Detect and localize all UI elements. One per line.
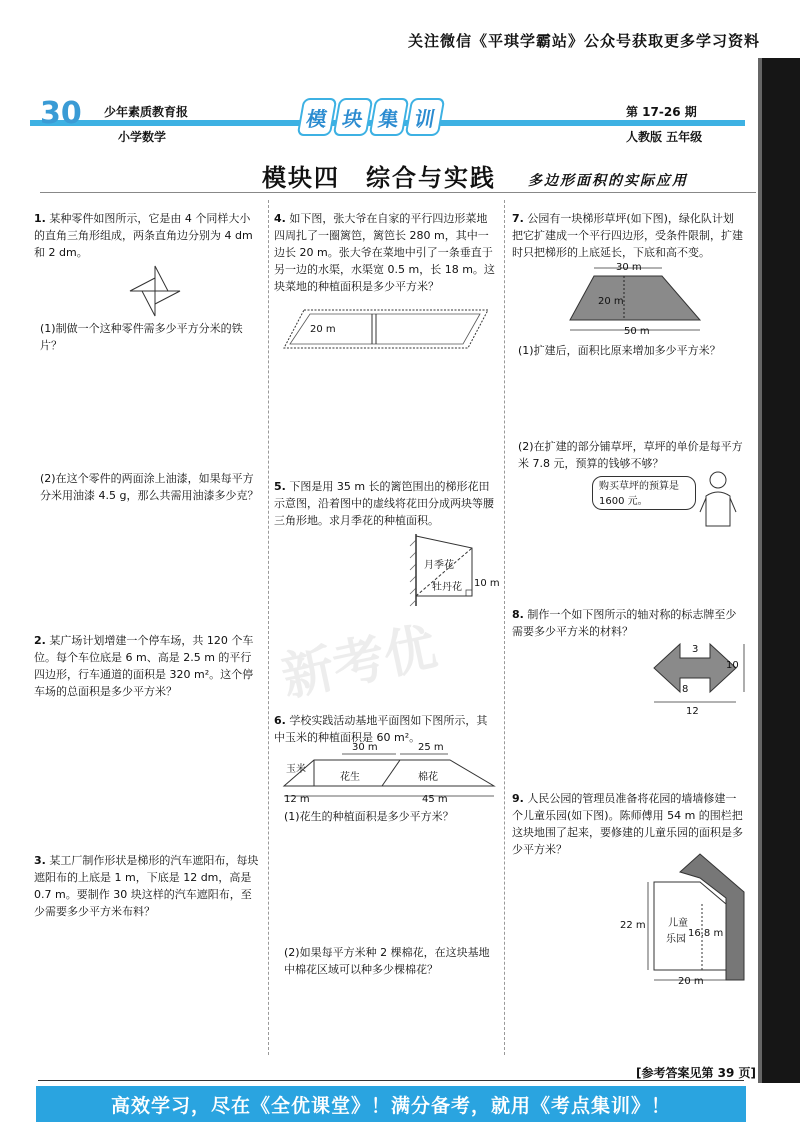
top-banner: 关注微信《平琪学霸站》公众号获取更多学习资料 [407,32,760,50]
title-rule [40,192,756,193]
issue-number: 30 [40,96,82,131]
question-number: 7. [512,212,524,225]
question-4 [274,210,498,295]
q7-part2: (2)在扩建的部分铺草坪，草坪的单价是每平方米 7.8 元，预算的钱够不够？ [518,440,743,470]
module-char: 模 [297,98,338,136]
q5-label-10m: 10 m [474,578,500,589]
question-number: 2. [34,634,46,647]
q1-part1: (1)制做一个这种零件需多少平方分米的铁片？ [40,322,243,352]
question-9 [512,790,744,858]
q9-label-leyuan: 乐园 [666,934,686,945]
q6-label-25m: 25 m [418,742,444,753]
question-8 [512,606,744,640]
question-text: 学校实践活动基地平面图如下图所示，其中玉米的种植面积是 60 m²。 [274,714,488,744]
q7-label-50m: 50 m [624,326,650,337]
question-7 [512,210,744,261]
question-text: 某种零件如图所示，它是由 4 个同样大小的直角三角形组成，两条直角边分别为 4 dm 和 2 dm。 [34,212,253,259]
question-5 [274,478,498,529]
q1-pinwheel-figure [110,262,200,320]
question-text: 公园有一块梯形草坪(如下图)，绿化队计划把它扩建成一个平行四边形，受条件限制，扩建时只把梯形的上底延长，下底和高不变。 [512,212,743,259]
scan-edge-dark [762,58,800,1083]
question-text: 人民公园的管理员准备将花园的墙墙修建一个儿童乐园(如下图)。陈师傅用 54 m 的围栏把这块地围了起来，要修建的儿童乐园的面积是多少平方米？ [512,792,743,856]
issue-range: 第 17-26 期 [626,105,697,119]
watermark: 新考优 [276,617,442,709]
question-number: 6. [274,714,286,727]
question-number: 4. [274,212,286,225]
question-number: 1. [34,212,46,225]
q6-label-mianhua: 棉花 [418,772,438,783]
question-6 [274,712,498,746]
paper-name: 少年素质教育报 [104,105,189,119]
question-number: 9. [512,792,524,805]
question-text: 制作一个如下图所示的轴对称的标志牌至少需要多少平方米的材料？ [512,608,737,638]
module-char: 块 [333,98,374,136]
question-2 [34,632,260,700]
q9-label-20m: 20 m [678,976,704,987]
q9-label-22m: 22 m [620,920,646,931]
column-divider [504,200,505,1055]
question-number: 8. [512,608,524,621]
page-subtitle: 多边形面积的实际应用 [528,173,688,189]
q6-label-45m: 45 m [422,794,448,805]
q6-label-yumi: 玉米 [286,764,306,775]
edition-label: 人教版 五年级 [626,130,703,144]
question-3 [34,852,260,920]
module-char: 训 [405,98,446,136]
subject-label: 小学数学 [118,130,167,144]
question-number: 3. [34,854,46,867]
person-illustration [698,468,738,530]
scan-edge-shadow [758,58,762,1083]
footer-rule [38,1080,744,1081]
q6-label-30m: 30 m [352,742,378,753]
question-number: 5. [274,480,286,493]
q6-part2: (2)如果每平方米种 2 棵棉花，在这块基地中棉花区域可以种多少棵棉花？ [284,946,490,976]
question-1 [34,210,260,261]
question-text: 如下图，张大爷在自家的平行四边形菜地四周扎了一圈篱笆，篱笆长 280 m，其中一边长 20 m。张大爷在菜地中引了一条垂直于另一边的水渠，水渠宽 0.5 m，长 18 m。这块菜地的种植面积是多少平方米？ [274,212,495,293]
question-text: 某工厂制作形状是梯形的汽车遮阳布，每块遮阳布的上底是 1 m，下底是 12 dm，高是 0.7 m。要制作 30 块这样的汽车遮阳布，至少需要多少平方米布料？ [34,854,259,918]
module-char: 集 [369,98,410,136]
q7-label-20m: 20 m [598,296,624,307]
column-divider [268,200,269,1055]
q1-part2: (2)在这个零件的两面涂上油漆，如果每平方分米用油漆 4.5 g，那么共需用油漆多少克？ [40,472,259,502]
q8-label-3: 3 [692,644,699,655]
q6-label-huasheng: 花生 [340,772,360,783]
q5-label-yueji: 月季花 [424,560,454,571]
answer-reference: [参考答案见第 39 页] [636,1066,757,1080]
q9-label-16-8m: 16.8 m [688,928,724,939]
page-title: 模块四 综合与实践 [262,164,496,192]
q8-label-10: 10 [726,660,739,671]
q7-part1: (1)扩建后，面积比原来增加多少平方米？ [518,344,721,357]
q7-budget-bubble: 购买草坪的预算是 1600 元。 [592,476,696,510]
question-text: 某广场计划增建一个停车场，共 120 个车位。每个车位底是 6 m、高是 2.5 m 的平行四边形，行车通道的面积是 320 m²。这个停车场的总面积是多少平方米？ [34,634,254,698]
q9-playground-figure [640,852,750,992]
q5-label-mudan: 牡丹花 [432,582,462,593]
q6-label-12m: 12 m [284,794,310,805]
footer-banner: 高效学习，尽在《全优课堂》！满分备考，就用《考点集训》！ [36,1086,746,1122]
q6-field-plan-figure [282,744,504,806]
q7-label-30m: 30 m [616,262,642,273]
q8-label-8: 8 [682,684,689,695]
q6-part1: (1)花生的种植面积是多少平方米？ [284,810,454,823]
module-title [300,98,442,136]
q4-label-20m: 20 m [310,324,336,335]
q8-label-12: 12 [686,706,699,717]
q9-label-ertong: 儿童 [668,918,688,929]
question-text: 下图是用 35 m 长的篱笆围出的梯形花田示意图，沿着图中的虚线将花田分成两块等腰三角形地。求月季花的种植面积。 [274,480,494,527]
